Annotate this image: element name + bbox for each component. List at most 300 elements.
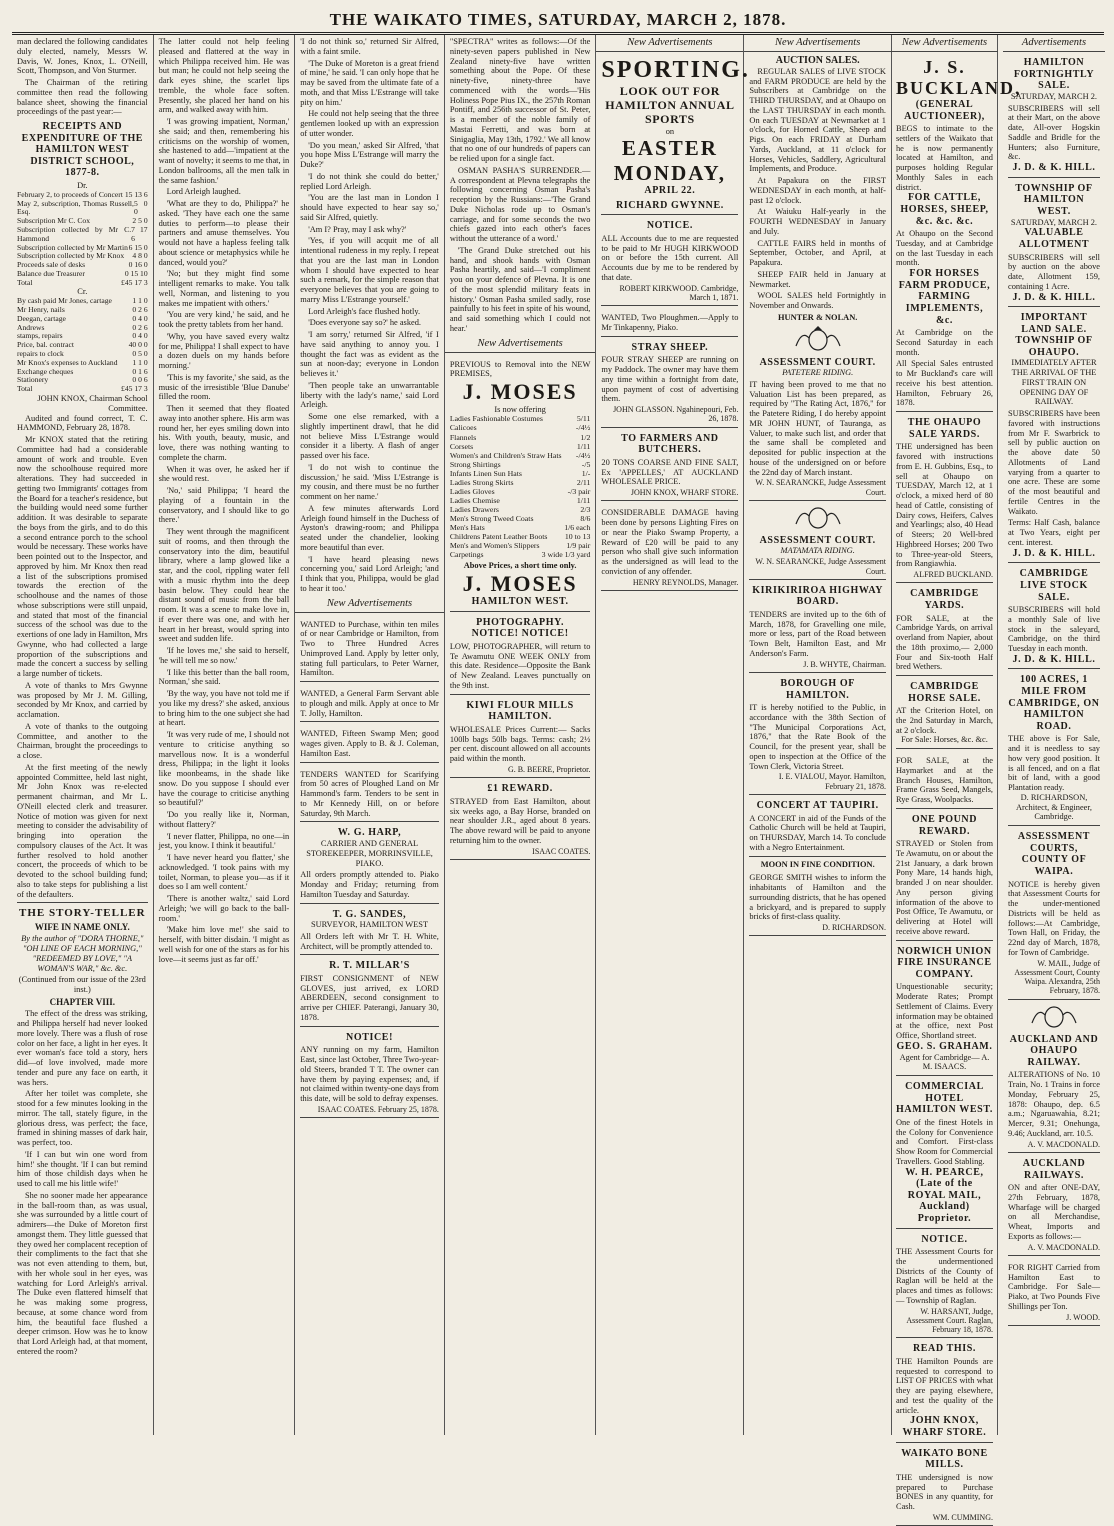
row-label: Subscription collected by Mr Knox xyxy=(17,251,125,261)
ad-title: STRAY SHEEP. xyxy=(631,341,709,353)
paragraph: He could not help seeing that the three gentlemen looked up with an expression of utter wonder. xyxy=(300,109,439,138)
paragraph: 'Do you mean,' asked Sir Alfred, 'that you hope Miss L'Estrange will marry the Duke?' xyxy=(300,140,439,169)
ad-body: WHOLESALE Prices Current:— Sacks 100lb bags 50lb bags. Terms: cash; 2½ per cent. discount allowed on all accounts paid within the month. xyxy=(449,724,591,764)
row-value: 1/9 pair xyxy=(566,540,591,550)
ad-signature: W. N. SEARANCKE, Judge Assessment Court. xyxy=(755,478,886,497)
row-label: Exchange cheques xyxy=(17,366,74,376)
paragraph: At the first meeting of the newly appointed Committee, held last night, Mr John Knox was re-elected permanent chairman, and Mr L. O'Neill elected clerk and treasurer. Notice of motion was given for next meeting to consider the advisability of bringing into operation the compulsory clauses of the Act. It was further resolved to hold another concert, the proceeds of which to be devoted to the school building fund; also to take steps for publishing a list of the defaulters. xyxy=(17,762,148,899)
accounts-table xyxy=(17,191,148,288)
paragraph: "SPECTRA" writes as follows:—Of the ninety-seven papers published in New Zealand ninety-five have written something about the Pope. Of these ninety-five, ninety-three have commenced with the words—'His Holiness Pope Pius IX., the 257th Roman Pontiff, and 256th successor of St. Peter, is a member of the noble family of Mastai Ferretti, and was born at Sinigaglia, May 13th, 1792.' We all know that no one of our hundreds of papers can be relied upon for a single fact. xyxy=(449,37,591,163)
ad-date: SATURDAY, MARCH 2. xyxy=(1010,91,1098,101)
ad-body: TENDERS are invited up to the 6th of March, 1878, for Gravelling one mile, more or less, part of the Road between Town Belt, Hamilton East, and Mr Anderson's Farm. xyxy=(749,609,886,658)
section-header: New Advertisements xyxy=(596,37,743,52)
advertisement-salt xyxy=(601,431,738,502)
ad-signature: D. RICHARDSON, Architect, & Engineer, Cambridge. xyxy=(1016,792,1092,822)
row-label: Men's and Women's Slippers xyxy=(449,540,540,550)
table-row xyxy=(450,423,591,432)
continued-note: (Continued from our issue of the 23rd inst.) xyxy=(18,975,146,995)
advertisement-notice xyxy=(896,1232,993,1339)
paragraph: 'What are they to do, Philippa?' he asked. 'They have each one the same duties to perform—to please their partners and amuse themselves. You would not have a hapless feeling talk about science or metaphysics while he danced, would you?' xyxy=(158,199,290,267)
paragraph: 'I do not think so,' returned Sir Alfred, with a faint smile. xyxy=(300,37,439,56)
advertisement xyxy=(300,725,439,762)
paragraph: Some one else remarked, with a slightly impertinent drawl, that he did not believe Miss L'Estrange would consider it a liberty. A flash of anger passed over his face. xyxy=(300,412,439,460)
ad-terms: Terms: Half Cash, balance at Two Years, eight per cent. interest. xyxy=(1007,518,1100,547)
paragraph: 'I was growing impatient, Norman,' she said; and then, remembering his criticisms on the worship of women, she hastened to add—'impatient at the want of novelty; it seems to me that, in London ballrooms, all the men talk in the same fashion.' xyxy=(158,117,290,185)
ad-signature: RICHARD GWYNNE. xyxy=(615,199,724,211)
advertisement-ohaupo-land xyxy=(1008,310,1100,563)
ad-signature: A. V. MACDONALD. xyxy=(1027,1242,1100,1252)
advertisement-notice xyxy=(601,218,738,306)
section-title: MOON IN FINE CONDITION. xyxy=(760,859,875,869)
advertisement-photo xyxy=(450,615,591,695)
price-list xyxy=(450,414,591,559)
row-label: Corsets xyxy=(449,441,474,451)
ad-subtitle: Is now offering xyxy=(494,404,546,414)
row-label: stamps, repairs xyxy=(17,331,63,341)
table-row xyxy=(450,541,591,550)
paragraph: 'No,' said Philippa; 'I heard the playing of a fountain in the conservatory, and I should like to go there.' xyxy=(158,486,290,525)
ad-title: ASSESSMENT COURT. xyxy=(759,534,876,546)
ad-title: ASSESSMENT COURTS, COUNTY OF WAIPA. xyxy=(1017,831,1091,877)
ad-date: SATURDAY, MARCH 2. xyxy=(1010,217,1098,227)
ad-body: THE undersigned has been favored with instructions from E. H. Gubbins, Esq., to sell at Ohaupo on TUESDAY, March 12, at 1 o'clock, a mixed herd of 80 head of Cattle, consisting of Dairy cows, Heifers, Calves and Yearlings; also, 40 Head of Steers; 20 Well-bred Highbreed Horses; 200 Two to Three-year-old Steers, from Rangiawhia. xyxy=(895,442,993,569)
paragraph: SHEEP FAIR held in January at Newmarket. xyxy=(749,269,886,289)
row-label: Childrens Patent Leather Boots xyxy=(449,531,548,541)
section-header: New Advertisements xyxy=(891,37,998,52)
chapter-heading: CHAPTER VIII. xyxy=(49,996,115,1007)
ad-title: TO FARMERS AND BUTCHERS. xyxy=(621,432,719,456)
paragraph: 'I do not wish to continue the discussion,' he said. 'Miss L'Estrange is my cousin, and there must be no further comment on her name.' xyxy=(300,462,439,501)
ad-body: STRAYED or Stolen from Te Awamutu, on or about the 21st January, a dark brown Pony Mare, 14 hands high, branded J on near shoulder. Any person giving information of the above to Post Office, Te Awamutu, or delivering at Hotel will receive above reward. xyxy=(895,839,993,936)
paragraph: man declared the following candidates duly elected, namely, Messrs W. Davis, W. Jones, Knox, L. O'Neill, Scott, Thompson, and Von Sturmer. xyxy=(17,37,148,76)
ad-heading: FOR HORSES FARM PRODUCE, FARMING IMPLEMENTS, &c. xyxy=(898,268,991,326)
paragraph: 'I like this better than the ball room, Norman,' she said. xyxy=(158,667,290,687)
ad-body: IT having been proved to me that no Valuation List has been prepared, as required by "The Rating Act, 1876," for the Patetere Riding, I do hereby appoint MR JOHN HUNT, of Tauranga, as Valuer, to make such list, and order that the same shall be completed and deposited for public inspection at the house of the undersigned on or before the 22nd day of March instant. xyxy=(749,379,886,477)
ad-title: AUCKLAND RAILWAYS. xyxy=(1022,1157,1086,1181)
ad-title: £1 REWARD. xyxy=(487,783,553,795)
ad-signature: J. D. & K. HILL. xyxy=(1012,547,1096,559)
section-title: AUCTION SALES. xyxy=(775,55,860,67)
ad-signature: JOHN GLASSON. Ngahinepouri, Feb. 26, 1878. xyxy=(613,405,739,424)
table-row xyxy=(450,460,591,469)
column-7a xyxy=(892,35,1022,1522)
ad-body: ON and after ONE-DAY, 27th February, 1878, Wharfage will be charged on all Merchandise, Wheat, Imports and Exports as follows:— xyxy=(1007,1183,1100,1241)
row-value: 0 5 0 xyxy=(132,349,148,359)
paragraph: The Chairman of the retiring committee then read the following balance sheet, showing the financial proceedings of the past year:— xyxy=(17,78,148,117)
ad-signature: J. B. WHYTE, Chairman. xyxy=(803,659,886,669)
row-value: 2/3 xyxy=(580,504,591,514)
table-row xyxy=(450,469,591,478)
paragraph: The latter could not help feeling pleased and flattered at the way in which Philippa received him. He was but man; he could not help seeing the dark eyes shine, the scarlet lips tremble, the whole face soften. Presently, she placed her hand on his arm, and walked away with him. xyxy=(158,37,290,115)
ad-title: ASSESSMENT COURT. xyxy=(759,356,876,368)
advertisement-bone-mills xyxy=(896,1446,993,1526)
advertisement-harp xyxy=(300,825,439,903)
row-label: Proceeds sale of desks xyxy=(17,260,86,270)
row-value: 15 13 6 xyxy=(124,189,148,199)
advertisement xyxy=(300,685,439,722)
section-header: New Advertisements xyxy=(744,37,891,52)
paragraph: 'If I can but win one word from him!' she thought. 'If I can but remind him of those childish days when he used to call me his little wife!' xyxy=(17,1149,148,1189)
ad-signature: ISAAC COATES. xyxy=(532,846,591,856)
advertisement-sandes xyxy=(300,907,439,956)
ad-title: J. S. BUCKLAND, xyxy=(895,57,1022,99)
advertisement-wanted xyxy=(601,309,738,337)
paragraph: 'You are very kind,' he said, and he took the pretty tablets from her hand. xyxy=(158,310,290,329)
royal-arms-icon xyxy=(1024,1003,1084,1029)
row-value: -/3 pair xyxy=(567,486,591,496)
table-row xyxy=(450,478,591,487)
section-header: Advertisements xyxy=(1003,37,1105,52)
ad-subtitle: MATAMATA RIDING. xyxy=(780,546,855,556)
paragraph: 'This is my favorite,' she said, as the music of the irresistible 'Blue Danube' filled the room. xyxy=(158,372,290,402)
ad-signature: JOHN KNOX, WHARF STORE. xyxy=(630,488,739,498)
ad-body: THE undersigned is now prepared to Purchase BONES in any quantity, for Cash. xyxy=(895,1472,993,1512)
ad-title: IMPORTANT LAND SALE. xyxy=(1020,312,1088,335)
ad-body: Unquestionable security; Moderate Rates; Prompt Settlement of Claims. Every information may be obtained at the office, next Post Office, Shortland street. xyxy=(895,982,993,1041)
ad-name: J. MOSES xyxy=(462,570,578,596)
advertisement-haymarket xyxy=(896,752,993,809)
column-5 xyxy=(596,35,750,1435)
paragraph: 'No; but they might find some intelligent remarks to make. You talk well, Norman, and listening to you makes me impatient with others.' xyxy=(158,269,290,308)
row-value: 5 0 0 xyxy=(133,198,148,217)
row-label: Flannels xyxy=(449,432,477,442)
row-label: Balance due Treasurer xyxy=(17,268,85,278)
ad-signature: W. HARSANT, Judge, Assessment Court. Raglan, February 18, 1878. xyxy=(906,1306,993,1335)
ad-body: THE above is For Sale, and it is needless to say how very good position. It is all fenced, and on a flat bit of land, with a good Plantation ready. xyxy=(1007,734,1100,793)
row-value: 1/- xyxy=(581,468,591,478)
paragraph: She no sooner made her appearance in the ball-room than, as was usual, she was surrounded by a little court of admirers—the Duke of Moreton first amongst them. They little guessed that they owed her complacent reception of their compliments to the fact that she was not even attending to them, but, with her whole soul in her eyes, was watching for Lord Arleigh's arrival. The Duke even flattered himself that he was making some progress, because, at some chance word from him, the beautiful face flushed a deeper crimson. How was he to know that Lord Arleigh had, at that moment, entered the room? xyxy=(17,1190,148,1356)
ad-agent: Agent for Cambridge— A. M. ISAACS. xyxy=(899,1052,990,1072)
ad-title: NOTICE. xyxy=(921,1233,968,1245)
advertisement-norwich xyxy=(896,944,993,1076)
row-value: 2/11 xyxy=(576,477,591,487)
row-value: 40 0 0 xyxy=(128,340,148,350)
advertisement-township-hamilton xyxy=(1008,181,1100,307)
advertisement-borough xyxy=(749,676,886,795)
ad-title: ONE POUND REWARD. xyxy=(911,813,978,837)
row-label: Ladies Strong Skirts xyxy=(449,477,514,487)
signature: JOHN KNOX, Chairman School Committee. xyxy=(37,394,148,413)
row-label: By cash paid Mr Jones, cartage xyxy=(17,296,112,306)
ad-title: THE OHAUPO SALE YARDS. xyxy=(907,417,982,440)
paragraph: 'I never flatter, Philippa, no one—in jest, you know. I think it beautiful.' xyxy=(158,831,290,851)
column-4 xyxy=(445,35,597,1435)
ad-body: CONSIDERABLE DAMAGE having been done by persons Lighting Fires on or near the Piako Swamp Property, a Reward of £20 will be paid to any person who shall give such information as the undersigned as will lead to the conviction of any offender. xyxy=(601,508,739,576)
ad-signature: J. WOOD. xyxy=(1066,1312,1100,1322)
row-label: Strong Shirtings xyxy=(449,459,501,469)
advertisement-ohaupo-yards xyxy=(896,415,993,583)
row-value: 0 0 6 xyxy=(132,375,148,385)
paragraph: Lord Arleigh laughed. xyxy=(166,187,241,197)
row-value: 1 1 0 xyxy=(132,357,148,367)
paragraph: When it was over, he asked her if she would rest. xyxy=(158,464,290,484)
advertisement-smith xyxy=(749,869,886,936)
ad-pre: PREVIOUS to Removal into the NEW PREMISES, xyxy=(449,359,591,379)
ad-body: WANTED, Two Ploughmen.—Apply to Mr Tinkapenny, Piako. xyxy=(601,313,739,332)
advertisement-fortnightly xyxy=(1008,55,1100,178)
ad-title: TOWNSHIP OF HAMILTON WEST. xyxy=(1015,182,1093,217)
ad-body: IT is hereby notified to the Public, in accordance with the 38th Section of "The Municipal Corporations Act, 1876," that the Rate Book of the Council, for the present year, shall be open to inspection at the Office of the Town Clerk, Victoria Street. xyxy=(749,703,886,771)
ad-body: THE Hamilton Pounds are requested to correspond to LIST OF PRICES with what they are paying elsewhere, and test the quality of the article. xyxy=(895,1356,993,1415)
table-row xyxy=(17,200,148,218)
story-author: By the author of "DORA THORNE," "OH LINE OF EACH MORNING," "REDEEMED BY LOVE," "A WOMAN'S WAR," &c. &c. xyxy=(21,934,144,973)
ad-title: KIRIKIRIROA HIGHWAY BOARD. xyxy=(752,584,884,608)
cr-label: Cr. xyxy=(77,287,88,297)
advertisement-moses xyxy=(450,356,591,612)
row-value: 2 5 0 xyxy=(132,216,148,226)
ad-body: AT the Criterion Hotel, on the 2nd Saturday in March, at 2 o'clock. xyxy=(895,706,993,735)
ad-body: ANY running on my farm, Hamilton East, since last October, Three Two-year-old Steers, branded T T. The owner can have them by paying expenses; and, if not claimed within twenty-one days from this date, will be sold to defray expenses. xyxy=(300,1045,439,1104)
ad-signature: WM. CUMMING. xyxy=(932,1512,993,1522)
ad-body: SUBSCRIBERS will hold a monthly Sale of live stock in the saleyard, Cambridge, on the third Tuesday in each month. xyxy=(1007,605,1100,654)
heading: RECEIPTS AND EXPENDITURE OF THE HAMILTON WEST DISTRICT SCHOOL, 1877-8. xyxy=(21,121,143,179)
row-value: £45 17 3 xyxy=(121,384,148,394)
row-label: Men's Hats xyxy=(449,522,485,532)
ad-date: EASTER MONDAY, xyxy=(613,136,726,185)
ad-on: on xyxy=(665,126,675,136)
ad-body: FOR RIGHT Carried from Hamilton East to Cambridge. For Sale— Piako, at Two Pounds Five Shillings per Ton. xyxy=(1007,1262,1100,1311)
ad-signature: JOHN KNOX, WHARF STORE. xyxy=(902,1415,987,1439)
ad-subtitle: LOOK OUT FOR HAMILTON ANNUAL SPORTS xyxy=(605,84,735,126)
ad-subtitle: PATETERE RIDING. xyxy=(782,368,854,378)
row-value: 0 2 6 xyxy=(132,322,148,332)
paragraph: 'There is another waltz,' said Lord Arleigh; 'we will go back to the ball-room.' xyxy=(158,894,290,923)
paragraph: A vote of thanks to the outgoing Committee, and another to the Chairman, brought the proceedings to a close. xyxy=(17,721,148,760)
row-label: Infants Linen Sun Hats xyxy=(449,468,522,478)
ad-body: SUBSCRIBERS have been favored with instructions from Mr F. Swarbrick to sell by public auction on the above date 50 Allotments of Land varying from a quarter to one acre. These are some of the most beautiful and fertile Centres in the Waikato. xyxy=(1007,409,1100,516)
paragraph: Lord Arleigh's face flushed hotly. xyxy=(308,306,421,316)
ad-title: AUCKLAND AND OHAUPO RAILWAY. xyxy=(1009,1033,1099,1068)
row-value: 1 1 0 xyxy=(132,296,148,306)
ad-body: All Special Sales entrusted to Mr Buckland's care will receive his best attention. Hamilton, February 26, 1878. xyxy=(895,359,993,408)
paragraph: 'It was very rude of me, I should not venture to criticise anything so marvellous now. It is a wonderful dress, Philippa; in the light it looks like moonbeams, in the shade like snow. Do you suppose I should ever have the courage to criticise anything so beautiful?' xyxy=(158,730,290,808)
advertisement-stray xyxy=(601,340,738,428)
paragraph: Then it seemed that they floated away into another sphere. His arm was round her, her eyes smiling down into his. With youth, beauty, music, and love, there was nothing wanting to complete the charm. xyxy=(158,404,290,462)
ad-body: FOUR STRAY SHEEP are running on my Paddock. The owner may have them any time within a fortnight from date, upon payment of cost of advertising them. xyxy=(601,355,739,404)
ad-title: COMMERCIAL HOTEL HAMILTON WEST. xyxy=(896,1081,993,1116)
paragraph: They went through the magnificent suit of rooms, and then through the conservatory into the dim, beautiful library, where a lamp glowed like a star, and the cool, rippling water fell with a music rhythm into the deep basin below. They could hear the distant sound of music from the ball room. It was a scene to make love in, if ever there was one, and with her heart in her breast, would spring into sweet and sudden life. xyxy=(158,527,290,644)
advertisement-auckland-railways xyxy=(1008,1156,1100,1256)
row-label: Total xyxy=(17,277,33,287)
paragraph: 'Make him love me!' she said to herself, with bitter disdain. 'I might as well wish for one of the stars as for his love—it seems just as far off.' xyxy=(158,925,290,964)
ad-body: At Ohaupo on the Second Tuesday, and at Cambridge on the last Tuesday in each month. xyxy=(895,229,993,268)
ad-body: BEGS to intimate to the settlers of the Waikato that he is now permanently located at Hamilton, and purposes holding Regular Monthly Sales in each district. xyxy=(895,124,993,192)
row-label: Women's and Children's Straw Hats xyxy=(449,450,562,460)
advertisement-kiwi xyxy=(450,698,591,778)
ad-signature: ISAAC COATES. February 25, 1878. xyxy=(317,1104,439,1114)
paragraph: 'Does everyone say so?' he asked. xyxy=(308,318,422,328)
row-value: 0 2 6 xyxy=(132,305,148,315)
table-row xyxy=(450,496,591,505)
advertisement-concert xyxy=(749,798,886,857)
advertisement xyxy=(300,616,439,683)
row-label: Total xyxy=(17,384,33,394)
paragraph: 'I am sorry,' returned Sir Alfred, 'if I have said anything to annoy you. I thought the fact was as evident as the sun at noon-day; everyone in London believes it.' xyxy=(300,330,439,378)
ad-body: One of the finest Hotels in the Colony for Convenience and Comfort. First-class Show Room for Commercial Travellers. Good Stabling. xyxy=(895,1117,993,1166)
ad-signature: GEO. S. GRAHAM. xyxy=(896,1040,993,1052)
advertisement-reward xyxy=(450,781,591,860)
row-value: 0 15 10 xyxy=(124,268,148,278)
paragraph: 'The Duke of Moreton is a great friend of mine,' he said. 'I can only hope that he may be saved from the ultimate fate of a moth, and that Miss L'Estrange will take pity on him.' xyxy=(300,58,439,107)
table-row xyxy=(17,279,148,288)
ad-signature: W. MAIL, Judge of Assessment Court, County Waipa. Alexandra, 25th February, 1878. xyxy=(1014,958,1100,996)
advertisement-damage xyxy=(601,504,738,591)
column-3 xyxy=(295,35,445,1435)
column-2 xyxy=(154,35,296,1435)
paragraph: 'Why, you have saved every waltz for me, Philippa! I shall expect to have a dozen duels on my hands before morning.' xyxy=(158,331,290,370)
table-row xyxy=(450,505,591,514)
advertisement-millar xyxy=(300,958,439,1026)
paragraph: 'The Grand Duke stretched out his hand, and shook hands with Osman Pasha heartily, and said—'I compliment you on your defence of Plevna. It is one of the most splendid military feats in history.' Osman Pasha smiled sadly, rose painfully to his feet in spite of his wound, and said something which I could not hear.' xyxy=(449,245,591,333)
row-label: Ladies Chemise xyxy=(449,495,500,505)
row-label: February 2, to proceeds of Concert xyxy=(17,189,123,199)
ad-body: THE Assessment Courts for the undermentioned Districts of the County of Raglan will be held at the places and times as follows:— Township of Raglan. xyxy=(895,1247,993,1305)
ad-body: ALTERATIONS of No. 10 Train, No. 1 Trains in force Monday, February 25, 1878: Ohaupo, dep. 6.5 a.m.; Ngaruawahia, 8.21; Mercer, 9.31; Onehunga, 9.46; Auckland, arr. 10.5. xyxy=(1007,1070,1100,1138)
ad-footer: Above Prices, a short time only. xyxy=(463,560,577,570)
ad-signature: W. N. SEARANCKE, Judge Assessment Court. xyxy=(755,557,886,576)
paragraph: A few minutes afterwards Lord Arleigh found himself in the Duchess of Ayston's drawing-room; and Philippa seated under the chandelier, looking more beautiful than ever. xyxy=(300,503,439,552)
ad-title: W. G. HARP, xyxy=(337,827,402,839)
row-label: Subscription Mr C. Cox xyxy=(17,216,90,226)
ad-title: READ THIS. xyxy=(912,1343,977,1355)
table-row xyxy=(450,523,591,532)
paragraph: 'Do you really like it, Norman, without flattery?' xyxy=(158,810,290,829)
paragraph: At Papakura on the FIRST WEDNESDAY in each month, at half-past 12 o'clock. xyxy=(749,176,886,205)
paragraph: Audited and found correct, T. C. HAMMOND, February 28, 1878. xyxy=(17,413,148,433)
row-label: Ladies Gloves xyxy=(449,486,495,496)
advertisement-reward xyxy=(896,812,993,941)
ad-signature: ROBERT KIRKWOOD. Cambridge, March 1, 1871. xyxy=(619,283,739,302)
ad-subtitle: SURVEYOR, HAMILTON WEST xyxy=(310,920,429,930)
ad-title: HAMILTON FORTNIGHTLY SALE. xyxy=(1013,57,1095,92)
ad-body: WANTED, a General Farm Servant able to plough and milk. Apply at once to Mr T. Jolly, Hamilton. xyxy=(300,689,439,718)
row-label: Carpetings xyxy=(449,549,484,559)
table-row xyxy=(450,487,591,496)
advertisement-read xyxy=(896,1341,993,1442)
story-subtitle: WIFE IN NAME ONLY. xyxy=(34,922,130,932)
row-value: 5/11 xyxy=(576,414,591,424)
advertisement-assessment xyxy=(749,355,886,501)
paragraph: 'You are the last man in London I should have expected to hear say so,' said Sir Alfred, quietly. xyxy=(300,193,439,222)
paragraph: 'I do not think she could do better,' replied Lord Arleigh. xyxy=(300,171,439,191)
ad-body: For Sale: Horses, &c. &c. xyxy=(901,735,988,745)
royal-arms-icon xyxy=(788,504,848,530)
ad-subtitle: VALUABLE ALLOTMENT xyxy=(1018,227,1090,250)
ad-title: R. T. MILLAR'S xyxy=(329,960,410,972)
ad-signature: HUNTER & NOLAN. xyxy=(778,312,858,322)
paragraph: After her toilet was complete, she stood for a few minutes looking in the mirror. The tall, stately figure, in the glorious dress, was perfect; the face, framed in shining masses of dark hair, was perfect, too. xyxy=(17,1089,148,1148)
column-7b xyxy=(1004,35,1104,1435)
ad-place: HAMILTON WEST. xyxy=(471,596,569,608)
ad-body: All Orders left with Mr T. H. White, Architect, will be promptly attended to. xyxy=(300,931,439,951)
row-label: Mr Knox's expenses to Auckland xyxy=(17,357,118,367)
row-value: 1/11 xyxy=(576,441,591,451)
ad-title: BOROUGH OF HAMILTON. xyxy=(780,677,855,701)
masthead xyxy=(12,6,1104,35)
ad-title: 100 ACRES, 1 MILE FROM CAMBRIDGE, ON HAMILTON ROAD. xyxy=(1008,674,1100,732)
paragraph: CATTLE FAIRS held in months of September, October, and April, at Papakura. xyxy=(749,238,886,268)
row-value: 1/2 xyxy=(580,432,591,442)
advertisement-waipa-courts xyxy=(1008,829,1100,999)
ad-body: FIRST CONSIGNMENT of NEW GLOVES, just arrived, ex LORD ABERDEEN, second consignment to arrive per CHIEF. Paterangi, January 30, 1878. xyxy=(300,973,439,1022)
advertisement-railway xyxy=(1008,1032,1100,1153)
advertisement-horse-sale xyxy=(896,679,993,749)
paragraph: 'Then people take an unwarrantable liberty with the lady's name,' said Lord Arleigh. xyxy=(300,380,439,410)
ad-body: TENDERS WANTED for Scarifying from 50 acres of Ploughed Land on Mr Hammond's farm. Tenders to be sent in to Mr Kennedy Hill, on or before Saturday, 9th March. xyxy=(300,769,439,818)
advertisement-notice xyxy=(300,1030,439,1118)
ad-signature: W. H. PEARCE, (Late of the ROYAL MAIL, Auckland) Proprietor. xyxy=(905,1166,984,1224)
advertisement xyxy=(300,766,439,823)
ad-body: SUBSCRIBERS will sell by auction on the above date, Allotment 159, containing 1 Acre. xyxy=(1007,252,1100,291)
paragraph: 'Yes, if you will acquit me of all intentional rudeness in my reply. I repeat that you are the last man in London whom I should have expected to hear such a remark, for the simple reason that everyone believes that you are going to marry Miss L'Estrange yourself.' xyxy=(300,236,439,304)
row-value: -/5 xyxy=(581,459,591,469)
row-value: 6 15 0 xyxy=(128,242,148,252)
row-value: 0 4 0 xyxy=(132,313,148,323)
ad-subtitle: NOTICE! NOTICE! xyxy=(471,628,569,640)
row-label: Ladies Fashionable Costumes xyxy=(449,414,543,424)
row-value: 0 1 6 xyxy=(132,366,148,376)
table-row xyxy=(450,414,591,423)
paragraph: Mr KNOX stated that the retiring Committee had had a considerable amount of work and trouble. Even now the schoolhouse required more alterations. They had succeeded in getting two Immigrants' cottages from the Board for a teacher's residence, but the building would need some further addition. It was desirable to separate the boys from the girls, and to do this a second entrance porch to the school would be necessary. These works have been pointed out to the Inspector, and approved by him. Mr Knox then read a list of the subscriptions promised towards the erection of the schoolhouse and the names of those whose subscriptions were still unpaid, and stated that most of the financial success of the school was due to the exertions of one lady in Hamilton, Mrs Gwynne, who had collected a large proportion of the subscriptions and made the concert a success by selling a large number of tickets. xyxy=(17,435,148,678)
ad-signature: ALFRED BUCKLAND. xyxy=(913,570,993,580)
ad-body: SUBSCRIBERS will sell at their Mart, on the above date, All-over Hogskin Saddle and Bridle for the Hunters; also Furniture, &c. xyxy=(1007,103,1100,162)
row-value: 7 17 6 xyxy=(131,224,148,243)
ad-body: WANTED to Purchase, within ten miles of or near Cambridge or Hamilton, from Two to Three Hundred Acres Unimproved Land. Apply by letter only, stating full particulars, to Peter Warner, Hamilton. xyxy=(300,619,439,678)
ad-title: WAIKATO BONE MILLS. xyxy=(901,1447,988,1471)
paragraph: 'If he loves me,' she said to herself, 'he will tell me so now.' xyxy=(158,646,290,665)
section-title: THE STORY-TELLER xyxy=(19,907,146,920)
ad-body: ALL Accounts due to me are requested to be paid to Mr HUGH KIRKWOOD on or before the 15th current. All Accounts due by me to be rendered by that date. xyxy=(601,233,739,282)
paragraph: 'Am I? Pray, may I ask why?' xyxy=(308,224,407,234)
ad-title: NOTICE. xyxy=(646,220,693,232)
advertisement-sports xyxy=(601,55,750,215)
paragraph: 'By the way, you have not told me if you like my dress?' she asked, anxious to bring him to the one subject she had at heart. xyxy=(158,689,290,728)
table-row xyxy=(17,385,148,394)
row-value: 0 16 0 xyxy=(128,260,148,270)
paragraph: OSMAN PASHA'S SURRENDER.—A correspondent at Plevna telegraphs the following concerning Osman Pasha's reception by the Russians:—'The Grand Duke Nicholas rode up to Osman's carriage, and for some seconds the two chiefs gazed into each other's faces without the utterance of a word.' xyxy=(449,165,591,243)
royal-arms-icon xyxy=(788,326,848,352)
table-row xyxy=(17,226,148,244)
ad-signature: A. V. MACDONALD. xyxy=(1027,1139,1100,1149)
masthead-title: THE WAIKATO TIMES, SATURDAY, MARCH 2, 1878. xyxy=(329,10,787,29)
row-value: 4 8 0 xyxy=(132,251,148,261)
ad-signature: HENRY REYNOLDS, Manager. xyxy=(632,577,739,587)
ad-signature: G. B. BEERE, Proprietor. xyxy=(507,764,591,774)
row-value: 8/6 xyxy=(580,513,591,523)
ad-title: SPORTING. xyxy=(601,57,750,84)
ad-signature: J. D. & K. HILL. xyxy=(1012,653,1096,665)
row-value: -/4½ xyxy=(575,423,591,433)
paragraph: WOOL SALES held Fortnightly in November and Onwards. xyxy=(749,291,886,311)
ad-name: J. MOSES xyxy=(462,379,578,405)
row-value: 3 wide 1/3 yard xyxy=(541,549,591,559)
paragraph: 'I have never heard you flatter,' she acknowledged. 'I took pains with my toilet, Norman, to please you—as if it does so I am well content.' xyxy=(158,853,290,892)
ad-body: NOTICE is hereby given that Assessment Courts for the under-mentioned Districts will be held as follows:—At Cambridge, Town Hall, on Friday, the 22nd day of March, 1878, for Town of Cambridge. xyxy=(1007,879,1100,957)
row-value: 1/11 xyxy=(576,495,591,505)
advertisement-assessment-2 xyxy=(749,533,886,580)
advertisement-freight xyxy=(1008,1259,1100,1326)
table-row xyxy=(450,550,591,559)
column-7 xyxy=(892,35,1104,1522)
ad-body: STRAYED from East Hamilton, about six weeks ago, a Bay Horse, branded on near shoulder J.R., aged about 8 years. The above reward will be paid to anyone returning him to the owner. xyxy=(449,796,591,845)
ad-title: NOTICE! xyxy=(346,1031,393,1043)
row-label: Ladies Drawers xyxy=(449,504,499,514)
ad-body: LOW, PHOTOGRAPHER, will return to Te Awamutu ONE WEEK ONLY from this date. Residence—Opposite the Bank of New Zealand. Leaves punctually on the 9th inst. xyxy=(449,641,591,690)
ad-body: FOR SALE, at the Haymarket and at the Branch Houses, Hamilton, Frame Grass Seed, Mangels, Rye Grass, Woolpacks. xyxy=(895,756,993,805)
ad-title: PHOTOGRAPHY. xyxy=(476,616,565,628)
row-label: Subscription collected by Mr C. Hammond xyxy=(17,224,132,243)
ad-title: KIWI FLOUR MILLS HAMILTON. xyxy=(466,699,574,723)
